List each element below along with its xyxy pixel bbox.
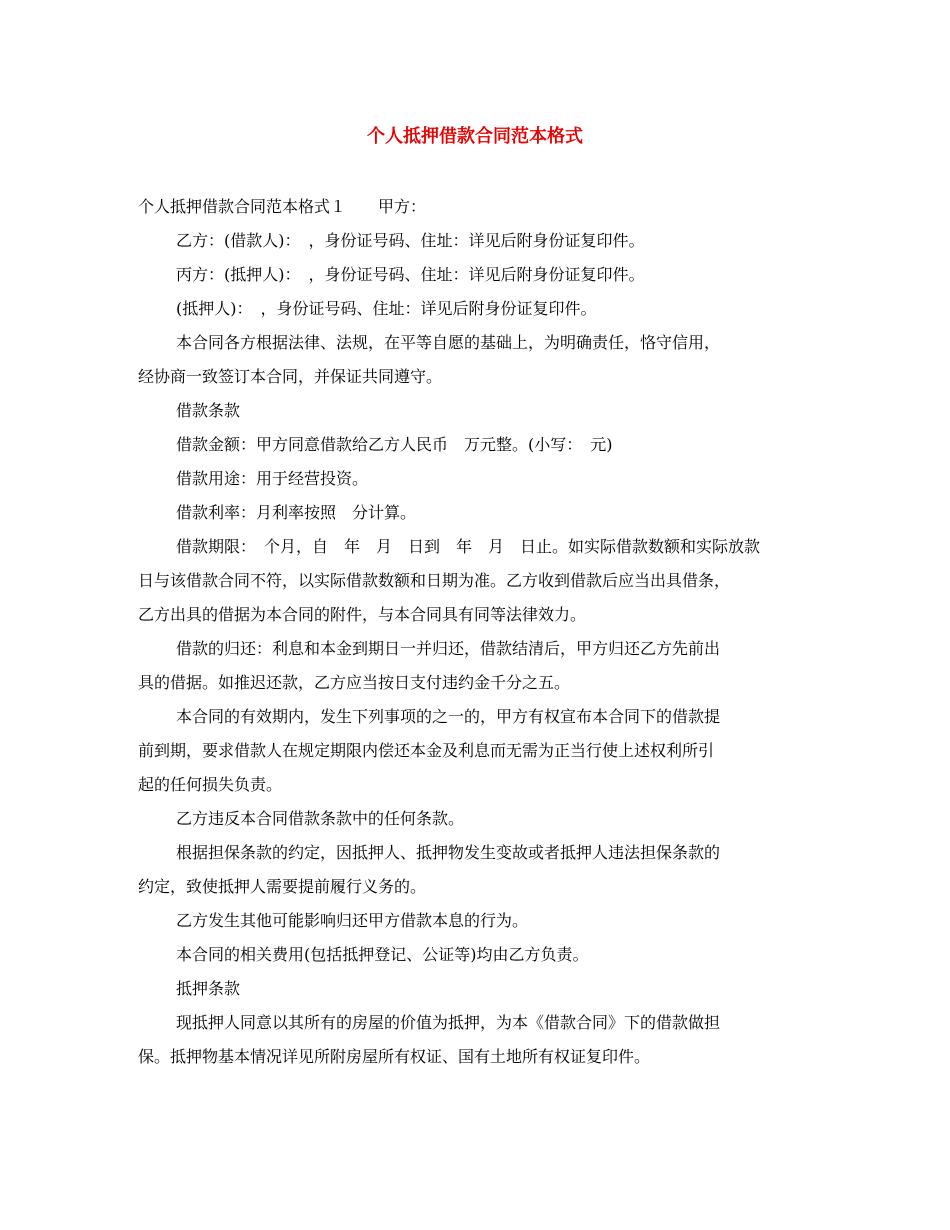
paragraph-line: 约定，致使抵押人需要提前履行义务的。 xyxy=(138,877,427,896)
paragraph-line: 乙方违反本合同借款条款中的任何条款。 xyxy=(176,809,465,828)
paragraph-line: 乙方发生其他可能影响归还甲方借款本息的行为。 xyxy=(176,911,529,930)
paragraph-line: 本合同的有效期内，发生下列事项的之一的，甲方有权宣布本合同下的借款提 xyxy=(176,707,721,726)
paragraph-line: 借款期限： 个月，自 年 月 日到 年 月 日止。如实际借款数额和实际放款 xyxy=(176,537,761,556)
paragraph-line: 个人抵押借款合同范本格式１ 甲方： xyxy=(138,197,427,216)
paragraph-line: 起的任何损失负责。 xyxy=(138,775,283,794)
paragraph-line: 丙方：(抵押人)： ，身份证号码、住址：详见后附身份证复印件。 xyxy=(176,265,645,284)
paragraph-line: (抵押人)： ，身份证号码、住址：详见后附身份证复印件。 xyxy=(176,299,597,318)
paragraph-line: 日与该借款合同不符，以实际借款数额和日期为准。乙方收到借款后应当出具借条， xyxy=(138,571,731,590)
paragraph-line: 借款的归还：利息和本金到期日一并归还，借款结清后，甲方归还乙方先前出 xyxy=(176,639,721,658)
paragraph-line: 借款金额：甲方同意借款给乙方人民币 万元整。(小写： 元) xyxy=(176,435,613,454)
document-body xyxy=(138,190,818,1074)
paragraph-line: 借款利率：月利率按照 分计算。 xyxy=(176,503,417,522)
paragraph-line: 借款用途：用于经营投资。 xyxy=(176,469,369,488)
paragraph-line: 具的借据。如推迟还款，乙方应当按日支付违约金千分之五。 xyxy=(138,673,571,692)
paragraph-line: 乙方出具的借据为本合同的附件，与本合同具有同等法律效力。 xyxy=(138,605,587,624)
paragraph-line: 根据担保条款的约定，因抵押人、抵押物发生变故或者抵押人违法担保条款的 xyxy=(176,843,721,862)
document-title: 个人抵押借款合同范本格式 xyxy=(367,126,583,147)
paragraph-line: 前到期，要求借款人在规定期限内偿还本金及利息而无需为正当行使上述权利所引 xyxy=(138,741,715,760)
paragraph-line: 本合同的相关费用(包括抵押登记、公证等)均由乙方负责。 xyxy=(176,945,589,964)
paragraph-line: 经协商一致签订本合同，并保证共同遵守。 xyxy=(138,367,443,386)
paragraph-line: 保。抵押物基本情况详见所附房屋所有权证、国有土地所有权证复印件。 xyxy=(138,1047,651,1066)
paragraph-line: 现抵押人同意以其所有的房屋的价值为抵押，为本《借款合同》下的借款做担 xyxy=(176,1013,721,1032)
paragraph-line: 本合同各方根据法律、法规，在平等自愿的基础上，为明确责任，恪守信用， xyxy=(176,333,721,352)
paragraph-line: 乙方：(借款人)： ，身份证号码、住址：详见后附身份证复印件。 xyxy=(176,231,645,250)
paragraph-line: 借款条款 xyxy=(176,401,241,420)
paragraph-line: 抵押条款 xyxy=(176,979,241,998)
